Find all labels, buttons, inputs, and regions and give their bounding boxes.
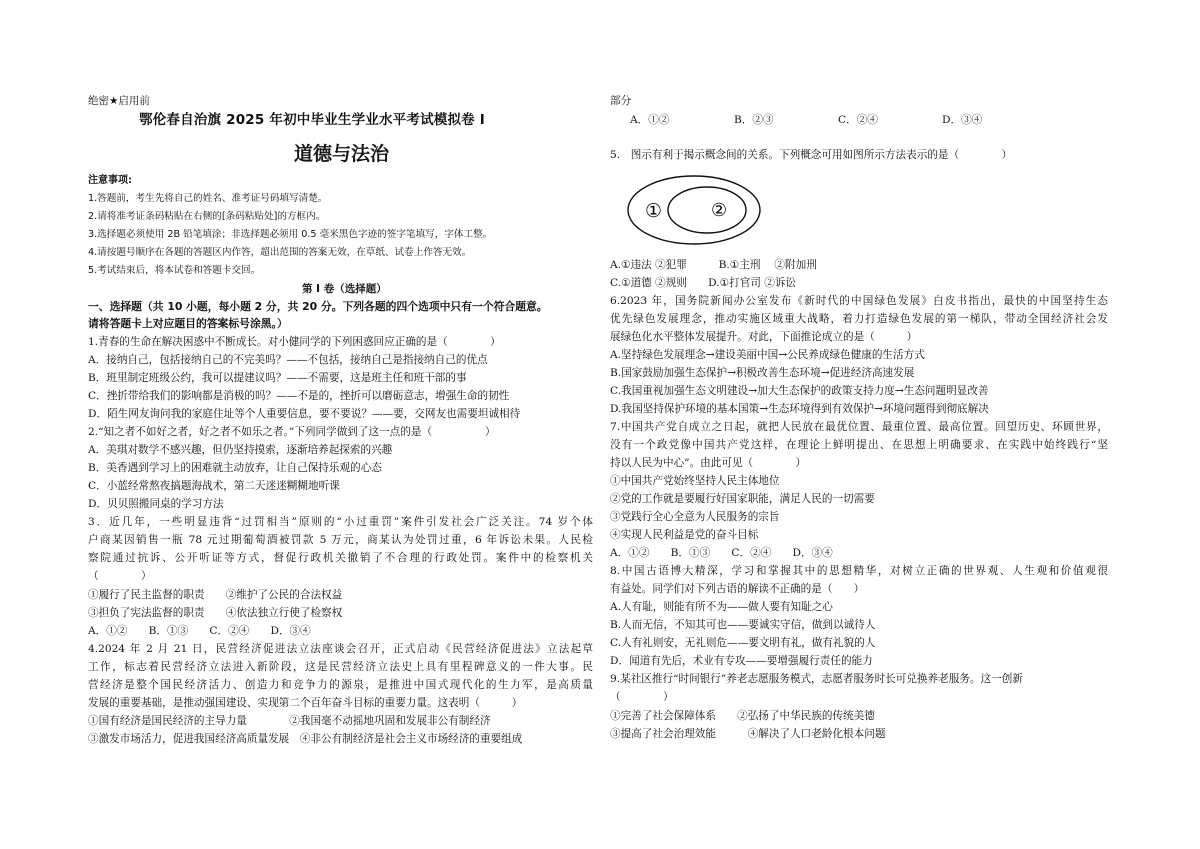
option-line: A．美琪对数学不感兴趣，但仍坚持摸索，逐渐培养起探索的兴趣 [88, 444, 393, 456]
notice-heading: 注意事项: [88, 175, 132, 186]
option-line: C．小蓝经常熬夜搞题海战术，第二天迷迷糊糊地听课 [88, 480, 340, 492]
question-6-text: 优先绿色发展理念，推动实施区域重大战略，着力打造绿色发展的第一梯队，带动全国经济社会发 [610, 313, 1108, 325]
inner-ellipse [668, 187, 746, 233]
option-c: C．②④ [838, 114, 878, 126]
section-title: 第 I 卷（选择题） [302, 283, 387, 295]
option-line: A.人有耻，则能有所不为——做人要有知耻之心 [610, 601, 833, 613]
notice-item: 5.考试结束后，将本试卷和答题卡交回。 [88, 265, 261, 276]
outer-label: ① [645, 200, 663, 222]
question-4-text: 工作，标志着民营经济立法进入新阶段，这是民营经济立法史上具有里程碑意义的一件大事。民 [88, 661, 593, 673]
statement-line: ③提高了社会治理效能 ④解决了人口老龄化根本问题 [610, 728, 886, 740]
notice-item: 4.请按题号顺序在各题的答题区内作答，超出范围的答案无效，在草纸、试卷上作答无效。 [88, 247, 472, 258]
inner-label: ② [711, 200, 728, 221]
secret-mark: 绝密★启用前 [88, 95, 150, 107]
statement-line: ③担负了宪法监督的职责 ④依法独立行使了检察权 [88, 607, 343, 619]
question-8: 8.中国古语博大精深，学习和掌握其中的思想精华，对树立正确的世界观、人生观和价值观很 [610, 565, 1108, 577]
notice-item: 3.选择题必须使用 2B 铅笔填涂；非选择题必须用 0.5 毫米黑色字迹的签字笔填写，字体工整。 [88, 229, 493, 240]
question-9: 9.某社区推行“时间银行”养老志愿服务模式，志愿者服务时长可兑换养老服务。这一创新 [610, 673, 1023, 685]
statement-line: ③激发市场活力，促进我国经济高质量发展 ④非公有制经济是社会主义市场经济的重要组成 [88, 733, 523, 745]
question-1: 1.青春的生命在解决困惑中不断成长。对小健同学的下列困惑回应正确的是（ ） [88, 336, 501, 348]
answer-blank: （ ） [610, 691, 674, 703]
option-b: B．②③ [734, 114, 774, 126]
option-line: A．①② B．①③ C．②④ D．③④ [610, 547, 833, 559]
option-d: D．③④ [942, 114, 983, 126]
subject-title: 道德与法治 [294, 143, 390, 165]
statement-line: ①中国共产党始终坚持人民主体地位 [610, 475, 780, 487]
question-6-text: 展绿色化水平整体发展提升。对此，下面推论成立的是（ ） [610, 331, 918, 343]
option-line: D．贝贝照搬同桌的学习方法 [88, 498, 224, 510]
statement-line: ③党践行全心全意为人民服务的宗旨 [610, 511, 780, 523]
question-4-options [630, 113, 982, 127]
statement-line: ①完善了社会保障体系 ②弘扬了中华民族的传统美德 [610, 710, 875, 722]
option-line: D．陌生网友询问我的家庭住址等个人重要信息，要不要说？——要，交网友也需要坦诚相待 [88, 408, 521, 420]
question-8-text: 有益处。同学们对下列古语的解读不正确的是（ ） [610, 583, 865, 595]
option-line: A．接纳自己，包括接纳自己的不完美吗？——不包括，接纳自己是指接纳自己的优点 [88, 354, 488, 366]
concept-venn-diagram [622, 170, 782, 250]
continuation-text: 部分 [610, 95, 632, 107]
question-4: 4.2024 年 2 月 21 日，民营经济促进法立法座谈会召开，正式启动《民营经济促进法》立法起草 [88, 643, 593, 655]
question-4-text: 营经济是整个国民经济活力、创造力和竞争力的源泉，是推进中国式现代化的生力军，是高质量 [88, 679, 593, 691]
question-3-text: 察院通过抗诉、公开听证等方式，督促行政机关撤销了不合理的行政处罚。案件中的检察机关 [88, 552, 593, 564]
option-a: A．①② [630, 114, 670, 126]
option-line: D．闻道有先后，术业有专攻——要增强履行责任的能力 [610, 655, 873, 667]
option-line: C.①道德 ②规则 D.①打官司 ②诉讼 [610, 277, 797, 289]
section-instruction: 请将答题卡上对应题目的答案标号涂黑。） [88, 317, 288, 330]
option-line: C.人有礼则安，无礼则危——要文明有礼，做有礼貌的人 [610, 637, 876, 649]
exam-title: 鄂伦春自治旗 2025 年初中毕业生学业水平考试模拟卷 I [139, 112, 485, 128]
question-7: 7.中国共产党自成立之日起，就把人民放在最优位置、最重位置、最高位置。回望历史、环顾世界， [610, 421, 1108, 433]
option-line: A．①② B．①③ C．②④ D．③④ [88, 625, 311, 637]
statement-line: ④实现人民利益是党的奋斗目标 [610, 529, 759, 541]
section-instruction: 一、选择题（共 10 小题，每小题 2 分，共 20 分。下列各题的四个选项中只有一个符合题意。 [88, 300, 548, 313]
answer-blank: （ ） [88, 570, 152, 582]
option-line: B．班里制定班级公约，我可以提建议吗？——不需要，这是班主任和班干部的事 [88, 372, 467, 384]
statement-line: ①履行了民主监督的职责 ②维护了公民的合法权益 [88, 589, 343, 601]
option-line: A.①违法 ②犯罪 B.①主刑 ②附加刑 [610, 259, 817, 271]
option-line: C.我国重视加强生态文明建设→加大生态保护的政策支持力度→生态问题明显改善 [610, 385, 989, 397]
question-6: 6.2023 年，国务院新闻办公室发布《新时代的中国绿色发展》白皮书指出，最快的中国坚持生态 [610, 295, 1108, 307]
option-line: B.人而无信，不知其可也——要诚实守信，做到以诚待人 [610, 619, 876, 631]
question-5: 5. 图示有利于揭示概念间的关系。下列概念可用如图所示方法表示的是（ ） [610, 149, 1013, 161]
option-line: D.我国坚持保护环境的基本国策→生态环境得到有效保护→环境问题得到彻底解决 [610, 403, 989, 415]
notice-item: 2.请将准考证条码粘贴在右侧的[条码粘贴处]的方框内。 [88, 211, 326, 222]
statement-line: ①国有经济是国民经济的主导力量 ②我国毫不动摇地巩固和发展非公有制经济 [88, 715, 491, 727]
statement-line: ②党的工作就是要履行好国家职能，满足人民的一切需要 [610, 493, 875, 505]
question-3-text: 户商某因销售一瓶 78 元过期葡萄酒被罚款 5 万元，商某认为处罚过重，6 年诉讼未果。人民检 [88, 534, 593, 546]
option-line: B．美香遇到学习上的困难就主动放弃，让自己保持乐观的心态 [88, 462, 382, 474]
notice-item: 1.答题前，考生先将自己的姓名、准考证号码填写清楚。 [88, 193, 328, 204]
question-4-text: 发展的重要基础，是推动强国建设、实现第二个百年奋斗目标的重要力量。这表明（ ） [88, 697, 523, 709]
option-line: A.坚持绿色发展理念→建设美丽中国→公民养成绿色健康的生活方式 [610, 349, 925, 361]
question-2: 2.“知之者不如好之者，好之者不如乐之者。”下列同学做到了这一点的是（ ） [88, 426, 496, 438]
option-line: B.国家鼓励加强生态保护→积极改善生态环境→促进经济高速发展 [610, 367, 915, 379]
question-7-text: 持以人民为中心”。由此可见（ ） [610, 457, 807, 469]
question-3: 3．近几年，一些明显违背“过罚相当”原则的“小过重罚”案件引发社会广泛关注。74 岁个体 [88, 516, 593, 528]
question-7-text: 没有一个政党像中国共产党这样，在理论上鲜明提出、在思想上明确要求、在实践中始终践行“坚 [610, 439, 1108, 451]
option-line: C．挫折带给我们的影响都是消极的吗？——不是的，挫折可以磨砺意志，增强生命的韧性 [88, 390, 510, 402]
